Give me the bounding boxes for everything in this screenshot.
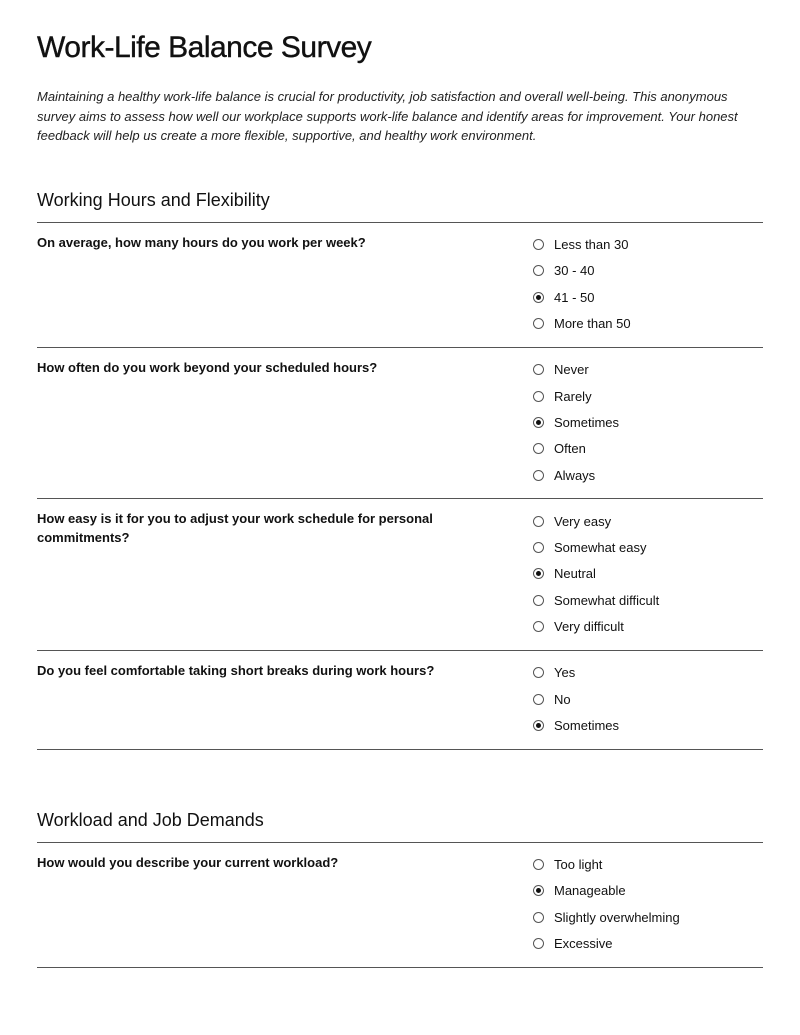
- radio-label: More than 50: [554, 316, 631, 332]
- radio-group: [533, 852, 680, 957]
- radio-button[interactable]: [533, 720, 544, 731]
- radio-group: [533, 660, 619, 739]
- radio-button[interactable]: [533, 542, 544, 553]
- radio-button[interactable]: [533, 470, 544, 481]
- radio-label: Always: [554, 467, 596, 483]
- radio-option[interactable]: [533, 712, 619, 738]
- radio-label: 41 - 50: [554, 289, 595, 305]
- radio-option[interactable]: [533, 284, 631, 310]
- radio-label: 30 - 40: [554, 263, 595, 279]
- radio-option[interactable]: [533, 462, 619, 488]
- radio-button[interactable]: [533, 621, 544, 632]
- radio-button[interactable]: [533, 694, 544, 705]
- radio-label: Never: [554, 362, 589, 378]
- radio-button[interactable]: [533, 595, 544, 606]
- radio-label: Slightly overwhelming: [554, 909, 680, 925]
- radio-label: Rarely: [554, 388, 592, 404]
- radio-group: [533, 232, 631, 337]
- radio-label: Manageable: [554, 883, 626, 899]
- radio-label: Sometimes: [554, 414, 620, 430]
- question-text: How would you describe your current workload?: [37, 854, 339, 870]
- radio-option[interactable]: [533, 686, 619, 712]
- radio-label: Neutral: [554, 566, 596, 582]
- radio-button[interactable]: [533, 667, 544, 678]
- radio-button[interactable]: [533, 364, 544, 375]
- radio-label: Somewhat difficult: [554, 592, 660, 608]
- radio-option[interactable]: [533, 436, 619, 462]
- radio-option[interactable]: [533, 878, 680, 904]
- radio-label: Very easy: [554, 513, 612, 529]
- survey-intro: Maintaining a healthy work-life balance is crucial for productivity, job satisfaction and overall well-being. This anonymous survey aims to assess how well our workplace supports work-life balance and identify areas for improvement. Your honest feedback will help us create a more flexible, supportive, and healthy work environment.: [37, 89, 738, 143]
- radio-button[interactable]: [533, 568, 544, 579]
- radio-option[interactable]: [533, 904, 680, 930]
- radio-option[interactable]: [533, 357, 619, 383]
- radio-group: [533, 508, 659, 639]
- question-text: How often do you work beyond your scheduled hours?: [37, 359, 378, 375]
- radio-option[interactable]: [533, 660, 619, 686]
- question-row: [37, 842, 763, 968]
- radio-button[interactable]: [533, 443, 544, 454]
- radio-button[interactable]: [533, 292, 544, 303]
- radio-label: Sometimes: [554, 717, 620, 733]
- radio-button[interactable]: [533, 391, 544, 402]
- question-text: Do you feel comfortable taking short breaks during work hours?: [37, 662, 435, 678]
- radio-option[interactable]: [533, 852, 680, 878]
- question-row: [37, 498, 763, 649]
- question-text: How easy is it for you to adjust your work schedule for personal commitments?: [37, 511, 433, 546]
- survey-section: [37, 808, 763, 968]
- radio-label: Less than 30: [554, 237, 629, 253]
- radio-button[interactable]: [533, 239, 544, 250]
- radio-option[interactable]: [533, 232, 631, 258]
- radio-label: Excessive: [554, 936, 613, 952]
- radio-option[interactable]: [533, 930, 680, 956]
- page-title: Work-Life Balance Survey: [37, 31, 372, 64]
- radio-button[interactable]: [533, 265, 544, 276]
- radio-label: Often: [554, 441, 586, 457]
- radio-option[interactable]: [533, 258, 631, 284]
- radio-label: Somewhat easy: [554, 540, 647, 556]
- radio-button[interactable]: [533, 859, 544, 870]
- radio-label: No: [554, 691, 571, 707]
- radio-label: Very difficult: [554, 619, 624, 634]
- section-heading: Working Hours and Flexibility: [37, 189, 270, 210]
- radio-button[interactable]: [533, 912, 544, 923]
- radio-button[interactable]: [533, 417, 544, 428]
- radio-option[interactable]: [533, 587, 659, 613]
- question-row: [37, 222, 763, 347]
- radio-group: [533, 357, 619, 488]
- radio-option[interactable]: [533, 409, 619, 435]
- section-heading: Workload and Job Demands: [37, 809, 264, 830]
- question-row: [37, 347, 763, 498]
- radio-label: Too light: [554, 857, 603, 873]
- radio-option[interactable]: [533, 508, 659, 534]
- question-text: On average, how many hours do you work per week?: [37, 234, 366, 250]
- radio-button[interactable]: [533, 885, 544, 896]
- radio-option[interactable]: [533, 613, 659, 639]
- radio-option[interactable]: [533, 310, 631, 336]
- radio-button[interactable]: [533, 938, 544, 949]
- radio-label: Yes: [554, 665, 576, 681]
- survey-sections: [37, 188, 763, 968]
- radio-option[interactable]: [533, 534, 659, 560]
- radio-option[interactable]: [533, 383, 619, 409]
- radio-button[interactable]: [533, 516, 544, 527]
- survey-section: [37, 188, 763, 750]
- question-row: [37, 650, 763, 750]
- radio-button[interactable]: [533, 318, 544, 329]
- radio-option[interactable]: [533, 561, 659, 587]
